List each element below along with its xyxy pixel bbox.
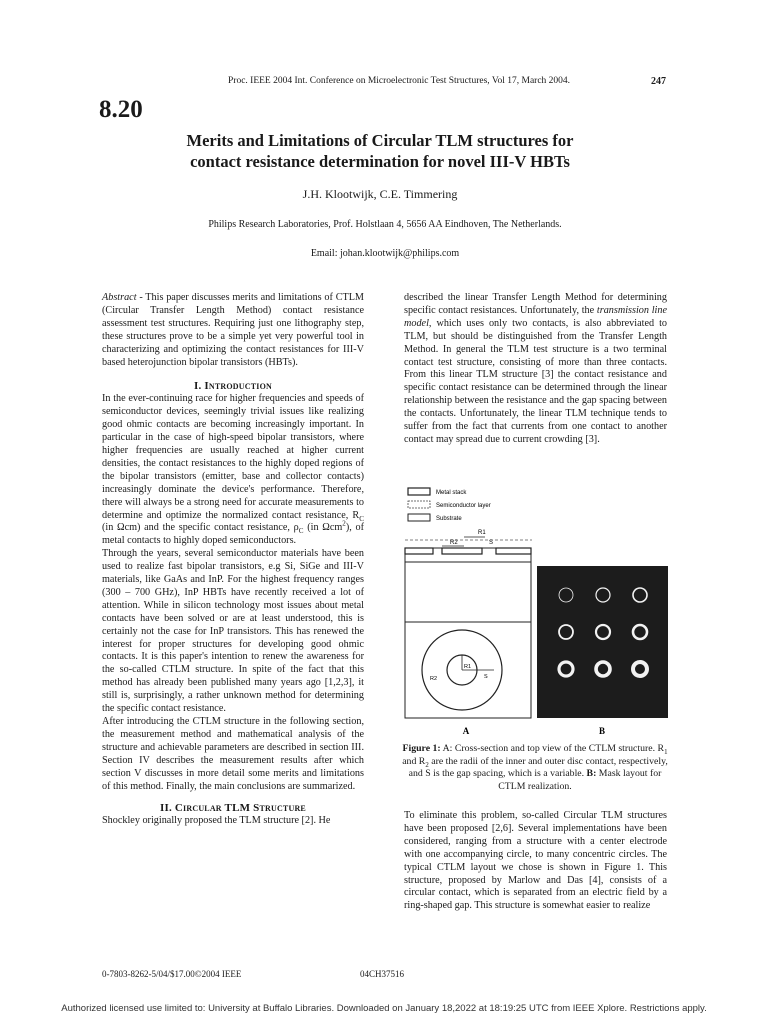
footer-code: 04CH37516: [360, 969, 405, 979]
page-number: 247: [651, 76, 666, 87]
authors: J.H. Klootwijk, C.E. Timmering: [302, 187, 458, 201]
legend-substrate-swatch: [408, 514, 430, 521]
emphasis-transmission-line-model: transmission line model: [404, 304, 667, 329]
intro-paragraph-1: In the ever-continuing race for higher frequencies and speeds of semiconductor devices, seemingly trivial issues like realizing good ohmic contacts are becoming increasingly important. In particular in the case of high-speed bipolar transistors, where higher frequencies are usually reached at higher current densities, the contact resistances to the highly doped regions of the bipolar transistors (emitter, base and collector contacts) increasingly dominate the device's performance. Therefore, there will always be a strong need for accurate measurements to determine and optimize the normalized contact resistance, $R_C$ (in Ωcm) and the specific contact resistance, $\rho_C$ (in Ωcm$^2$), of metal contacts to highly doped semiconductors.: [102, 393, 364, 547]
mask-layout-photo: [537, 566, 668, 718]
intro-paragraph-3: After introducing the CTLM structure in the following section, the measurement method and mathematical analysis of the structure and achievable parameters are described in section III. Section IV describes the measurement results after which section V discusses in more detail some merits and limitations of this method. Finally, the main conclusions are summarized.: [102, 716, 364, 792]
legend-metal-swatch: [408, 488, 430, 495]
left-column: [102, 292, 364, 828]
section-2-num: II.: [160, 802, 172, 815]
right-paragraph-2: To eliminate this problem, so-called Circular TLM structures have been proposed [2,6]. Several implementations have been considered, ranging from a structure with a center electrode with one accompanying circle, to many concentric circles. The typical CTLM layout we chose is shown in Figure 1. This structure, proposed by Marlow and Das [4], consists of a circular contact, which is separated from an electric field by a ring-shaped gap. This structure is somewhat easier to realize: [404, 810, 667, 912]
section-1-heading: [102, 380, 364, 393]
label-r2-cross: R2: [450, 540, 458, 546]
figure-1-caption: Figure 1: A: Cross-section and top view of the CTLM structure. $R_1$ and $R_2$ are the radii of the inner and outer disc contact, respectively, and S is the gap spacing, which is a variable. B: Mask layout for CTLM realization.: [402, 743, 668, 792]
label-r1-cross: R1: [478, 530, 486, 536]
right-column-top: [404, 292, 667, 447]
right-paragraph-1: described the linear Transfer Length Method for determining specific contact resistances. Unfortunately, the transmission line model, which uses only two contacts, is also abbreviated to TLM, but should be distinguished from the Transfer Length Method. In general the TLM test structure is a two terminal contact test structure, consisting of more than three contacts. From this linear TLM structure [3] the contact resistance and specific contact resistance can be determined through the linear relationship between the resistance and the gap spacing between the contacts. Unfortunately, the linear TLM technique tends to suffer from the fact that currents from one contact to another contact may spread due to current crowding [3].: [404, 292, 667, 445]
abstract: [102, 292, 364, 369]
section-1-title: Introduction: [204, 380, 272, 393]
metal-left: [405, 548, 433, 554]
figure-1: [400, 482, 672, 750]
abstract-text: - This paper discusses merits and limitations of CTLM (Circular Transfer Length Method) contact resistance assessment test structures. Requiring just one lithography step, these structures prove to be a simple yet very powerful tool in characterizing and optimizing the contact resistances for III-V based heterojunction bipolar transistors (HBTs).: [102, 292, 364, 368]
figure-1-drawing: [400, 482, 672, 750]
running-head: Proc. IEEE 2004 Int. Conference on Microelectronic Test Structures, Vol 17, March 2004.: [228, 76, 571, 86]
authorized-use-notice: Authorized licensed use limited to: University at Buffalo Libraries. Downloaded on January 18,2022 at 18:19:25 UTC from IEEE Xplore. Restrictions apply.: [61, 1003, 707, 1014]
label-s-cross: S: [489, 540, 494, 546]
legend-metal-label: Metal stack: [436, 490, 467, 496]
legend-semiconductor-label: Semiconductor layer: [436, 503, 491, 509]
panel-label-b: B: [598, 726, 606, 736]
label-r1-top: R1: [464, 664, 472, 670]
section-2-title: Circular TLM Structure: [174, 802, 306, 815]
legend-semiconductor-swatch: [408, 501, 430, 508]
legend-substrate-label: Substrate: [436, 516, 462, 522]
footer-isbn: 0-7803-8262-5/04/$17.00©2004 IEEE: [102, 969, 242, 979]
metal-center: [442, 548, 482, 554]
section-2-paragraph-1: Shockley originally proposed the TLM structure [2]. He: [102, 815, 331, 827]
caption-label: Figure 1:: [402, 743, 441, 754]
section-1-num: I.: [194, 380, 202, 393]
email: Email: johan.klootwijk@philips.com: [310, 248, 460, 259]
paper-title: [140, 130, 620, 172]
section-number: 8.20: [99, 96, 143, 123]
substrate: [405, 562, 531, 622]
panel-label-a: A: [462, 726, 470, 736]
metal-right: [496, 548, 531, 554]
title-line-2: contact resistance determination for novel III-V HBTs: [190, 152, 570, 171]
right-column-bottom: [404, 810, 667, 913]
label-r2-top: R2: [430, 676, 438, 682]
affiliation: Philips Research Laboratories, Prof. Holstlaan 4, 5656 AA Eindhoven, The Netherlands.: [208, 219, 562, 230]
title-line-1: Merits and Limitations of Circular TLM structures for: [186, 131, 574, 150]
section-2-heading: [102, 802, 364, 815]
abstract-label: Abstract: [102, 292, 137, 303]
intro-paragraph-2: Through the years, several semiconductor materials have been used to realize fast bipolar transistors, e.g Si, SiGe and III-V materials, like GaAs and InP. For the highest frequency ranges (300 – 700 GHz), InP HBTs have recently received a lot of attention. While in silicon technology most issues about metal contacts have been solved or are at least understood, this is certainly not the case for InP transistors. This has renewed the interest for proper structures for developing good ohmic contacts. It is this paper's intention to renew the awareness for the so-called CTLM structure. In spite of the fact that this method has already been published many years ago [1,2,3], it still is, surprisingly, a rather unknown method for determining the specific contact resistance.: [102, 548, 364, 715]
label-s-top: S: [484, 674, 488, 680]
